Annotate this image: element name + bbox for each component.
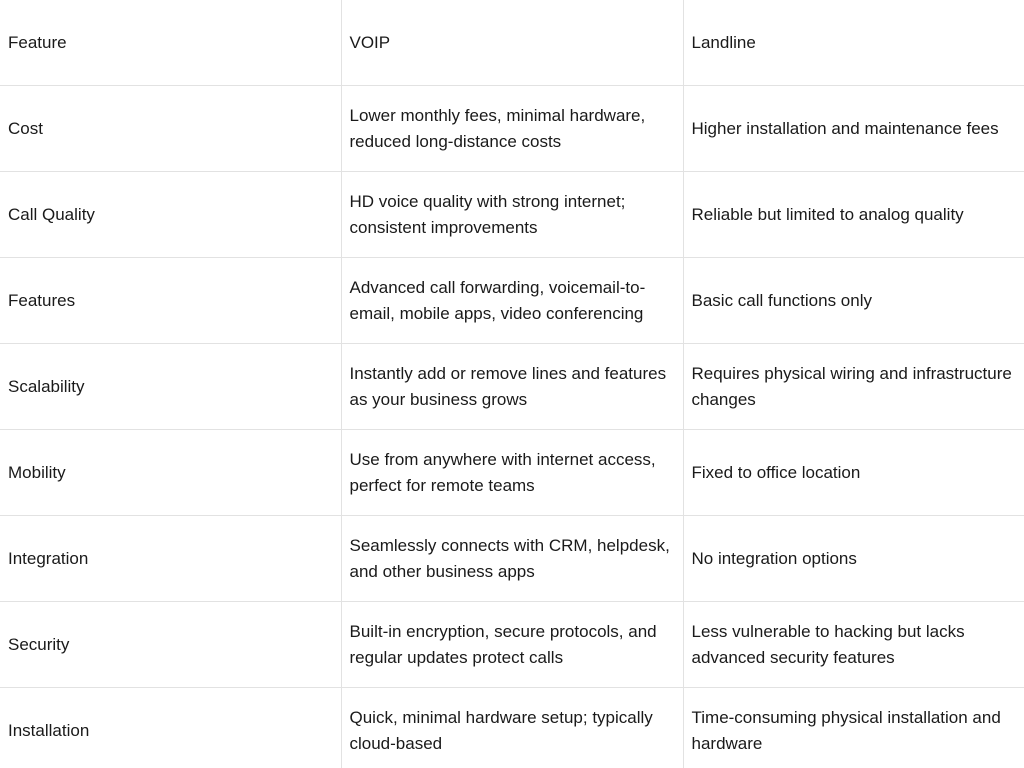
row-voip: Lower monthly fees, minimal hardware, reduced long-distance costs xyxy=(341,86,683,172)
table-row xyxy=(0,430,1024,516)
table-row xyxy=(0,258,1024,344)
row-feature: Security xyxy=(0,602,341,688)
row-voip: Seamlessly connects with CRM, helpdesk, and other business apps xyxy=(341,516,683,602)
row-landline: Less vulnerable to hacking but lacks advanced security features xyxy=(683,602,1024,688)
row-feature: Integration xyxy=(0,516,341,602)
row-voip: Built-in encryption, secure protocols, and regular updates protect calls xyxy=(341,602,683,688)
row-feature: Cost xyxy=(0,86,341,172)
row-voip: HD voice quality with strong internet; consistent improvements xyxy=(341,172,683,258)
header-feature: Feature xyxy=(0,0,341,86)
row-landline: Requires physical wiring and infrastructure changes xyxy=(683,344,1024,430)
row-feature: Call Quality xyxy=(0,172,341,258)
table-row xyxy=(0,516,1024,602)
row-landline: No integration options xyxy=(683,516,1024,602)
row-voip: Instantly add or remove lines and features as your business grows xyxy=(341,344,683,430)
header-landline: Landline xyxy=(683,0,1024,86)
row-feature: Mobility xyxy=(0,430,341,516)
header-voip: VOIP xyxy=(341,0,683,86)
row-landline: Higher installation and maintenance fees xyxy=(683,86,1024,172)
table-row xyxy=(0,688,1024,768)
row-feature: Installation xyxy=(0,688,341,768)
row-landline: Reliable but limited to analog quality xyxy=(683,172,1024,258)
row-voip: Use from anywhere with internet access, perfect for remote teams xyxy=(341,430,683,516)
row-voip: Quick, minimal hardware setup; typically cloud-based xyxy=(341,688,683,768)
row-feature: Features xyxy=(0,258,341,344)
table-row xyxy=(0,602,1024,688)
table-row xyxy=(0,86,1024,172)
table-row xyxy=(0,172,1024,258)
table-header-row xyxy=(0,0,1024,86)
table-row xyxy=(0,344,1024,430)
row-landline: Time-consuming physical installation and hardware xyxy=(683,688,1024,768)
row-voip: Advanced call forwarding, voicemail-to-email, mobile apps, video conferencing xyxy=(341,258,683,344)
row-landline: Basic call functions only xyxy=(683,258,1024,344)
row-landline: Fixed to office location xyxy=(683,430,1024,516)
row-feature: Scalability xyxy=(0,344,341,430)
